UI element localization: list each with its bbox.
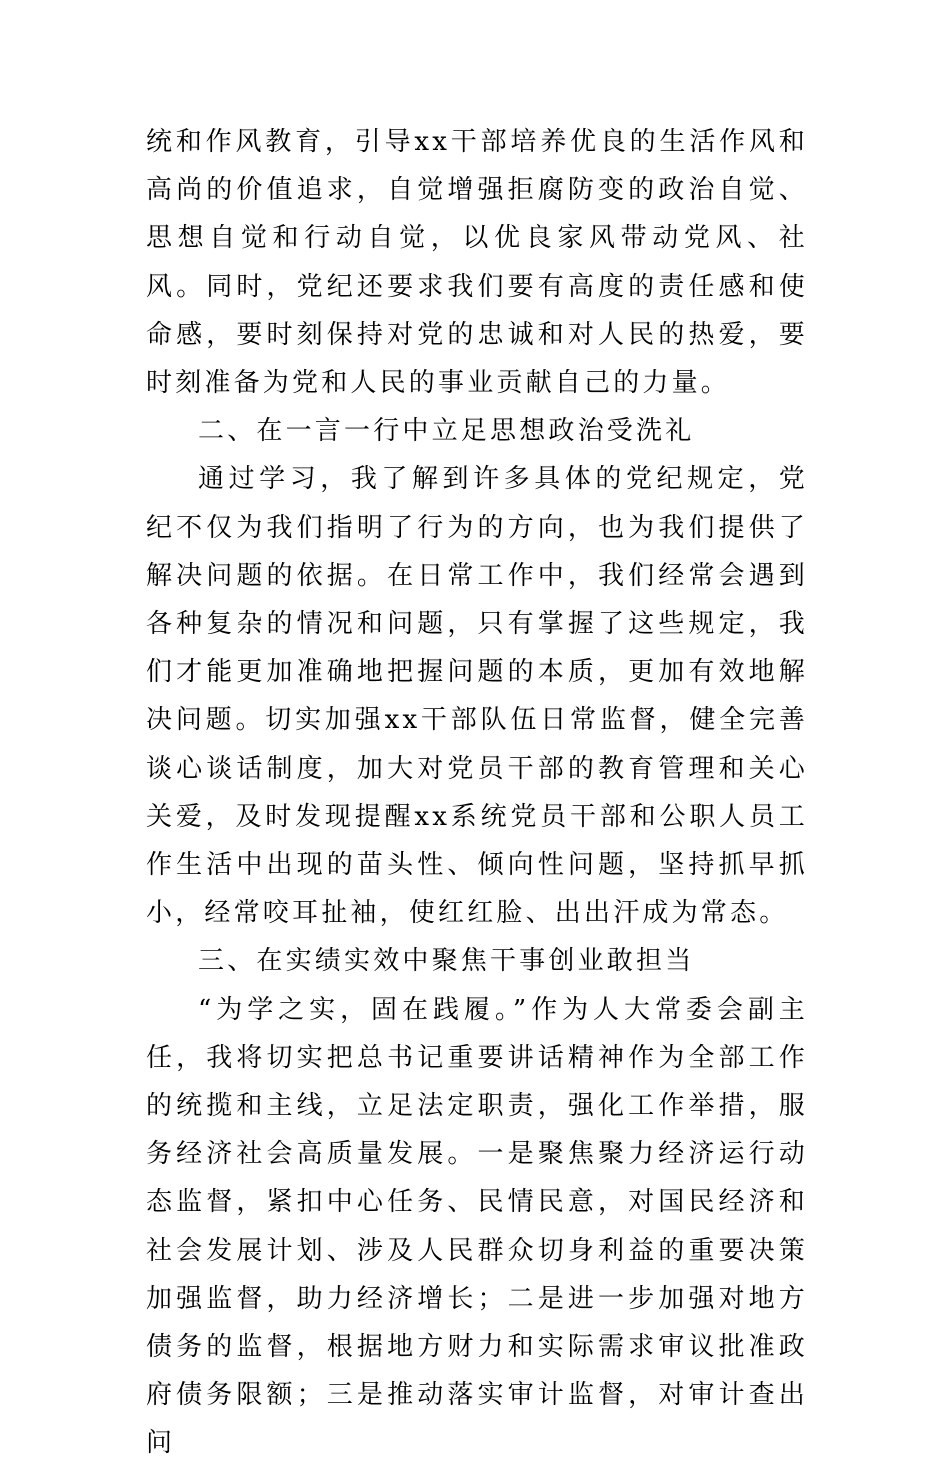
paragraph-section-2: 通过学习，我了解到许多具体的党纪规定，党纪不仅为我们指明了行为的方向，也为我们提供了解决问题的依据。在日常工作中，我们经常会遇到各种复杂的情况和问题，只有掌握了这些规定，我们才能更加准确地把握问题的本质，更加有效地解决问题。切实加强xx干部队伍日常监督，健全完善谈心谈话制度，加大对党员干部的教育管理和关心关爱，及时发现提醒xx系统党员干部和公职人员工作生活中出现的苗头性、倾向性问题，坚持抓早抓小，经常咬耳扯袖，使红红脸、出出汗成为常态。 bbox=[146, 464, 808, 929]
section-heading-2: 二、在一言一行中立足思想政治受洗礼 bbox=[198, 416, 695, 447]
paragraph-continuation: 统和作风教育，引导xx干部培养优良的生活作风和高尚的价值追求，自觉增强拒腐防变的政治自觉、思想自觉和行动自觉，以优良家风带动党风、社风。同时，党纪还要求我们要有高度的责任感和使命感，要时刻保持对党的忠诚和对人民的热爱，要时刻准备为党和人民的事业贡献自己的力量。 bbox=[146, 127, 808, 399]
paragraph-section-3: “为学之实，固在践履。”作为人大常委会副主任，我将切实把总书记重要讲话精神作为全部工作的统揽和主线，立足法定职责，强化工作举措，服务经济社会高质量发展。一是聚焦聚力经济运行动态监督，紧扣中心任务、民情民意，对国民经济和社会发展计划、涉及人民群众切身利益的重要决策加强监督，助力经济增长；二是进一步加强对地方债务的监督，根据地方财力和实际需求审议批准政府债务限额；三是推动落实审计监督，对审计查出问 bbox=[146, 994, 808, 1459]
document-body bbox=[146, 118, 808, 1468]
section-heading-3: 三、在实绩实效中聚焦干事创业敢担当 bbox=[198, 946, 695, 977]
